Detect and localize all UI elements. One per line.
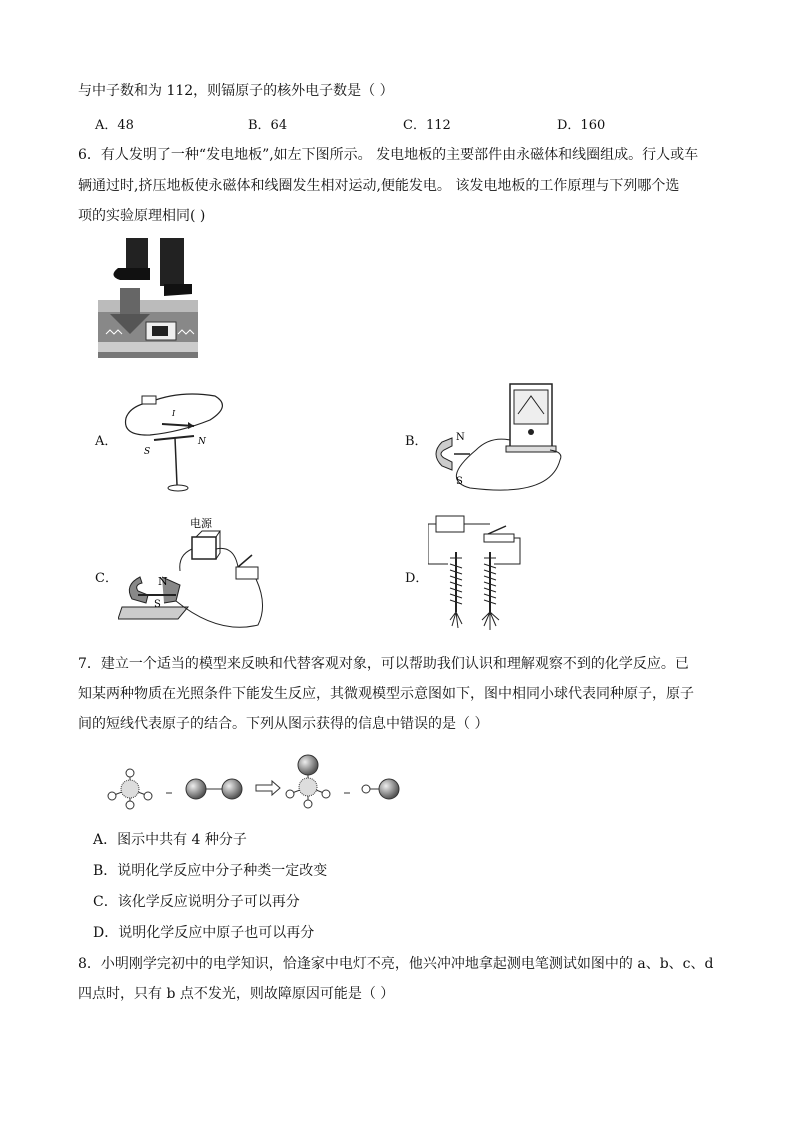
q7-option-d: D．说明化学反应中原子也可以再分	[93, 925, 315, 941]
generator-floor-figure	[98, 238, 198, 373]
q5-option-b: B．64	[248, 118, 288, 133]
q7-stem-line-3: 间的短线代表原子的结合。下列从图示获得的信息中错误的是（ ）	[78, 716, 489, 732]
label-south: S	[154, 599, 161, 610]
label-south: S	[456, 476, 463, 487]
q8-stem-line-2: 四点时，只有 b 点不发光，则故障原因可能是（ ）	[78, 986, 395, 1002]
option-a-figure	[120, 380, 230, 495]
label-south: S	[144, 447, 151, 457]
q8-stem-line-1: 8．小明刚学完初中的电学知识，恰逢家中电灯不亮，他兴冲冲地拿起测电笔测试如图中的 a、b、c、d	[78, 956, 714, 972]
q7-option-a: A．图示中共有 4 种分子	[93, 832, 247, 848]
q6-option-d: D．	[405, 571, 429, 586]
q5-option-c: C．112	[403, 118, 451, 133]
label-north: N	[198, 437, 206, 447]
q6-stem-line-3: 项的实验原理相同( )	[78, 208, 206, 224]
q6-option-b: B．	[405, 434, 428, 449]
q5-stem-tail: 与中子数和为 112，则镉原子的核外电子数是（ ）	[78, 83, 394, 99]
q6-option-c: C．	[95, 571, 118, 586]
option-b-figure	[430, 380, 570, 495]
q7-option-b: B．说明化学反应中分子种类一定改变	[93, 863, 328, 879]
option-c-figure	[118, 515, 288, 637]
q5-option-a: A．48	[95, 118, 134, 133]
q7-stem-line-2: 知某两种物质在光照条件下能发生反应，其微观模型示意图如下，图中相同小球代表同种原子，原子	[78, 686, 694, 702]
label-north: N	[158, 575, 168, 588]
q5-option-d: D．160	[557, 118, 606, 133]
reaction-model-figure	[104, 751, 404, 813]
label-north: N	[456, 432, 465, 443]
q7-stem-line-1: 7．建立一个适当的模型来反映和代替客观对象，可以帮助我们认识和理解观察不到的化学反应。已	[78, 656, 689, 672]
q6-stem-line-2: 辆通过时,挤压地板使永磁体和线圈发生相对运动,便能发电。 该发电地板的工作原理与下列哪个选	[78, 178, 680, 194]
q6-option-a: A．	[95, 434, 118, 449]
q6-stem-line-1: 6．有人发明了一种“发电地板”,如左下图所示。 发电地板的主要部件由永磁体和线圈组成。行人或车	[78, 147, 699, 163]
label-power-source: 电源	[190, 517, 212, 530]
option-d-figure	[428, 512, 548, 634]
q7-option-c: C．该化学反应说明分子可以再分	[93, 894, 300, 910]
label-current: I	[172, 409, 176, 418]
